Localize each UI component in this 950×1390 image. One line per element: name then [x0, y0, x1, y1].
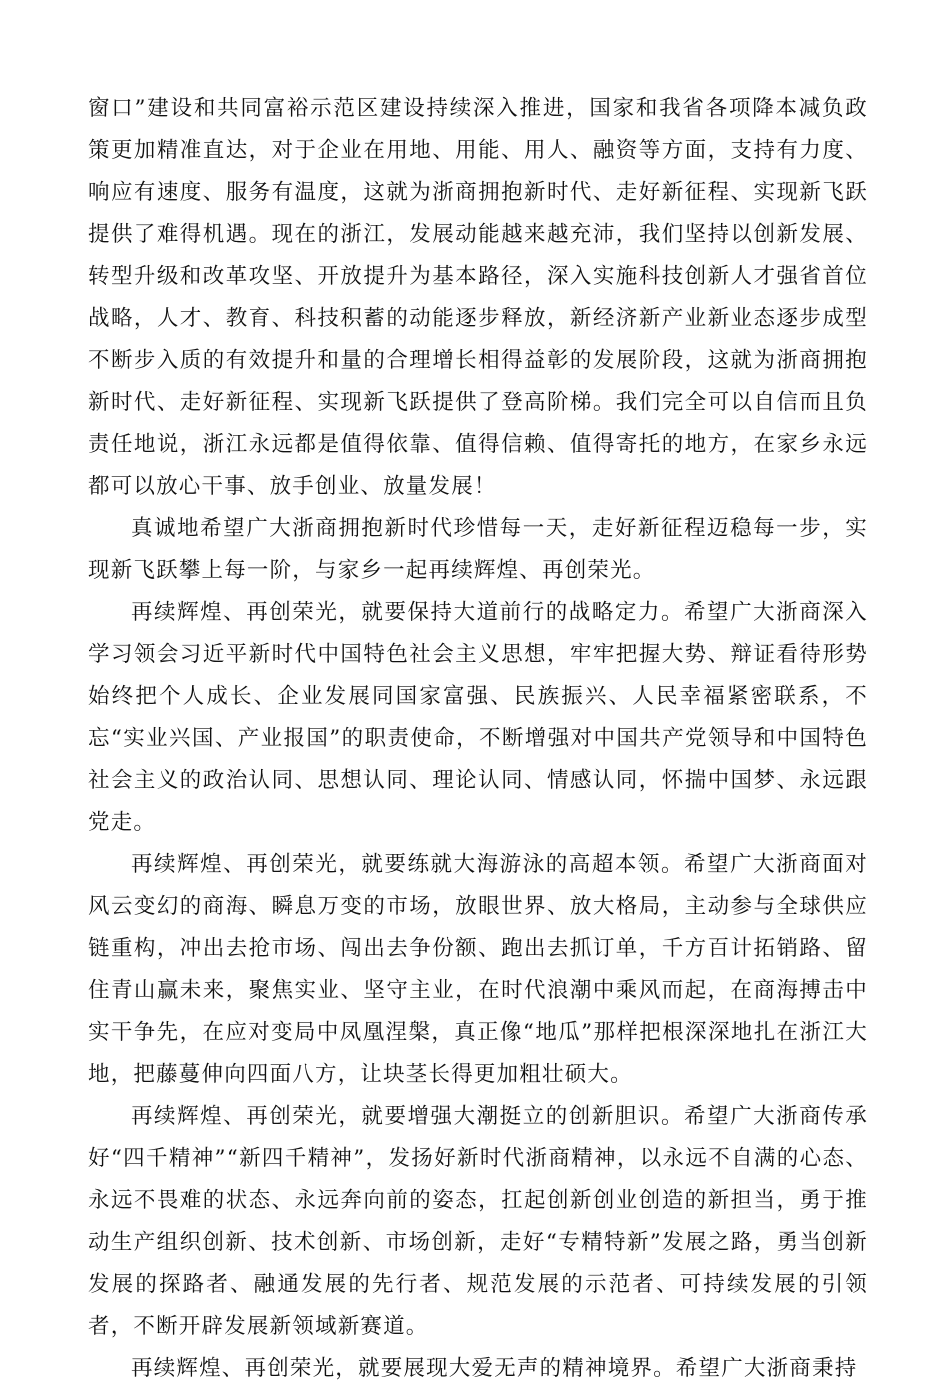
paragraph: 再续辉煌、再创荣光，就要展现大爱无声的精神境界。希望广大浙商秉持 [131, 1356, 858, 1381]
document-body [88, 88, 868, 1390]
paragraph: 真诚地希望广大浙商拥抱新时代珍惜每一天，走好新征程迈稳每一步，实现新飞跃攀上每一阶，与家乡一起再续辉煌、再创荣光。 [88, 516, 868, 583]
paragraph: 再续辉煌、再创荣光，就要增强大潮挺立的创新胆识。希望广大浙商传承好“四千精神”“新四千精神”，发扬好新时代浙商精神，以永远不自满的心态、永远不畏难的状态、永远奔向前的姿态，扛起创新创业创造的新担当，勇于推动生产组织创新、技术创新、市场创新，走好“专精特新”发展之路，勇当创新发展的探路者、融通发展的先行者、规范发展的示范者、可持续发展的引领者，不断开辟发展新领域新赛道。 [88, 1104, 868, 1339]
paragraph: 再续辉煌、再创荣光，就要保持大道前行的战略定力。希望广大浙商深入学习领会习近平新时代中国特色社会主义思想，牢牢把握大势、辩证看待形势始终把个人成长、企业发展同国家富强、民族振兴、人民幸福紧密联系，不忘“实业兴国、产业报国”的职责使命，不断增强对中国共产党领导和中国特色社会主义的政治认同、思想认同、理论认同、情感认同，怀揣中国梦、永远跟党走。 [88, 600, 868, 835]
paragraph: 再续辉煌、再创荣光，就要练就大海游泳的高超本领。希望广大浙商面对风云变幻的商海、瞬息万变的市场，放眼世界、放大格局，主动参与全球供应链重构，冲出去抢市场、闯出去争份额、跑出去抓订单，千方百计拓销路、留住青山赢未来，聚焦实业、坚守主业，在时代浪潮中乘风而起，在商海搏击中实干争先，在应对变局中凤凰涅槃，真正像“地瓜”那样把根深深地扎在浙江大地，把藤蔓伸向四面八方，让块茎长得更加粗壮硕大。 [88, 852, 868, 1087]
paragraph-continued: 窗口”建设和共同富裕示范区建设持续深入推进，国家和我省各项降本减负政策更加精准直达，对于企业在用地、用能、用人、融资等方面，支持有力度、响应有速度、服务有温度，这就为浙商拥抱新时代、走好新征程、实现新飞跃提供了难得机遇。现在的浙江，发展动能越来越充沛，我们坚持以创新发展、转型升级和改革攻坚、开放提升为基本路径，深入实施科技创新人才强省首位战略，人才、教育、科技积蓄的动能逐步释放，新经济新产业新业态逐步成型不断步入质的有效提升和量的合理增长相得益彰的发展阶段，这就为浙商拥抱新时代、走好新征程、实现新飞跃提供了登高阶梯。我们完全可以自信而且负责任地说，浙江永远都是值得依靠、值得信赖、值得寄托的地方，在家乡永远都可以放心干事、放手创业、放量发展！ [88, 96, 868, 499]
